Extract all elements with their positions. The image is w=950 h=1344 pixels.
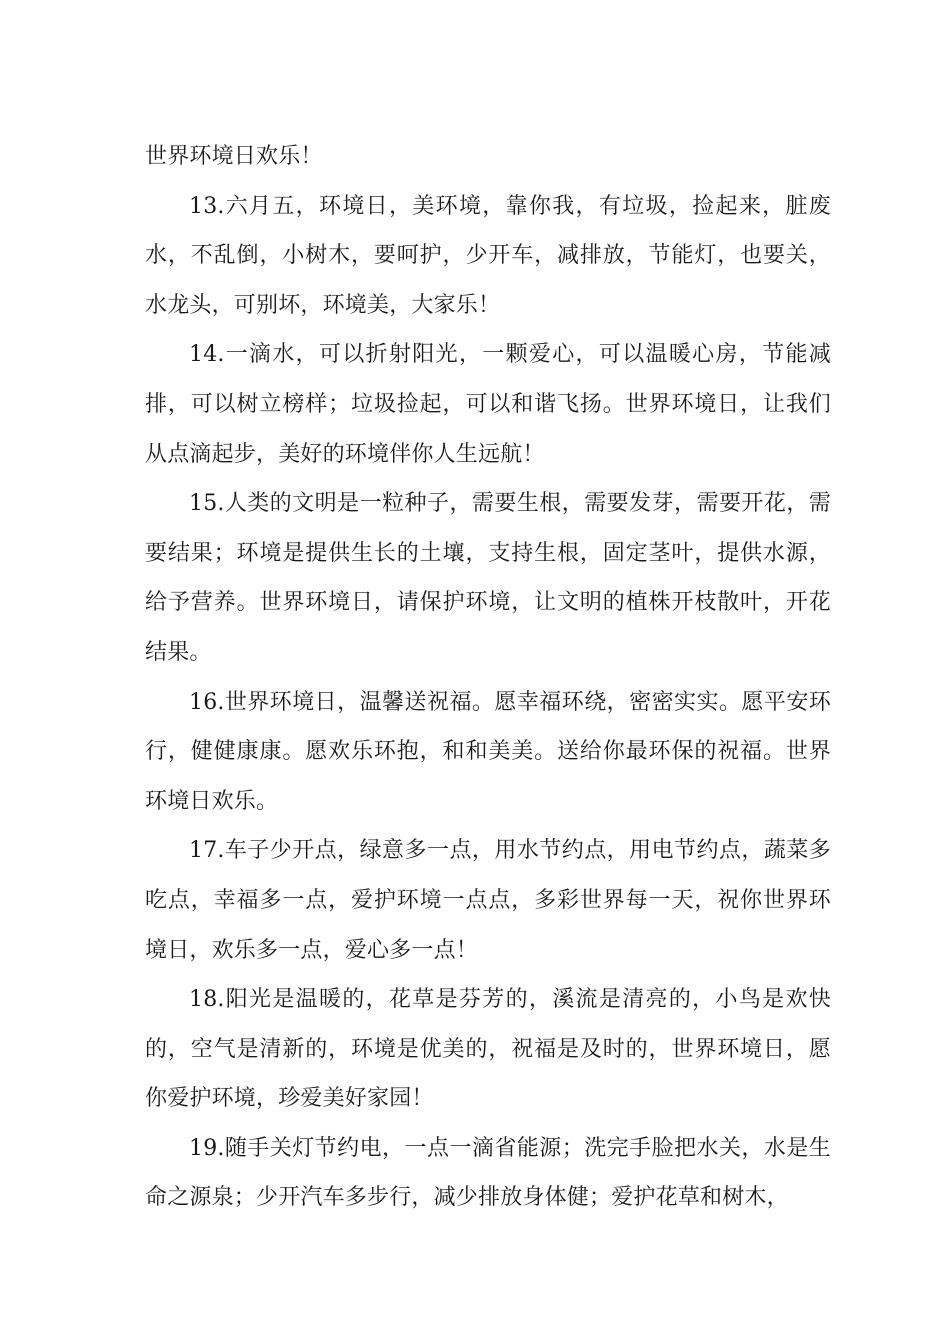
paragraph-15: 15.人类的文明是一粒种子，需要生根，需要发芽，需要开花，需要结果；环境是提供生长的土壤，支持生根，固定茎叶，提供水源，给予营养。世界环境日，请保护环境，让文明的植株开枝散叶，开花结果。: [145, 491, 831, 665]
paragraph-14: 14.一滴水，可以折射阳光，一颗爱心，可以温暖心房，节能减排，可以树立榜样；垃圾捡起，可以和谐飞扬。世界环境日，让我们从点滴起步，美好的环境伴你人生远航！: [145, 342, 831, 467]
paragraph-19: 19.随手关灯节约电，一点一滴省能源；洗完手脸把水关，水是生命之源泉；少开汽车多步行，减少排放身体健；爱护花草和树木，: [145, 1135, 831, 1211]
paragraph-continuation: 世界环境日欢乐！: [145, 144, 323, 169]
paragraph-16: 16.世界环境日，温馨送祝福。愿幸福环绕，密密实实。愿平安环行，健健康康。愿欢乐环抱，和和美美。送给你最环保的祝福。世界环境日欢乐。: [145, 689, 831, 814]
paragraph-18: 18.阳光是温暖的，花草是芬芳的，溪流是清亮的，小鸟是欢快的，空气是清新的，环境是优美的，祝福是及时的，世界环境日，愿你爱护环境，珍爱美好家园！: [145, 987, 831, 1112]
paragraph-13: 13.六月五，环境日，美环境，靠你我，有垃圾，捡起来，脏废水，不乱倒，小树木，要呵护，少开车，减排放，节能灯，也要关，水龙头，可别坏，环境美，大家乐！: [145, 193, 831, 318]
paragraph-17: 17.车子少开点，绿意多一点，用水节约点，用电节约点，蔬菜多吃点，幸福多一点，爱护环境一点点，多彩世界每一天，祝你世界环境日，欢乐多一点，爱心多一点！: [145, 838, 831, 963]
document-body: [145, 132, 831, 1223]
